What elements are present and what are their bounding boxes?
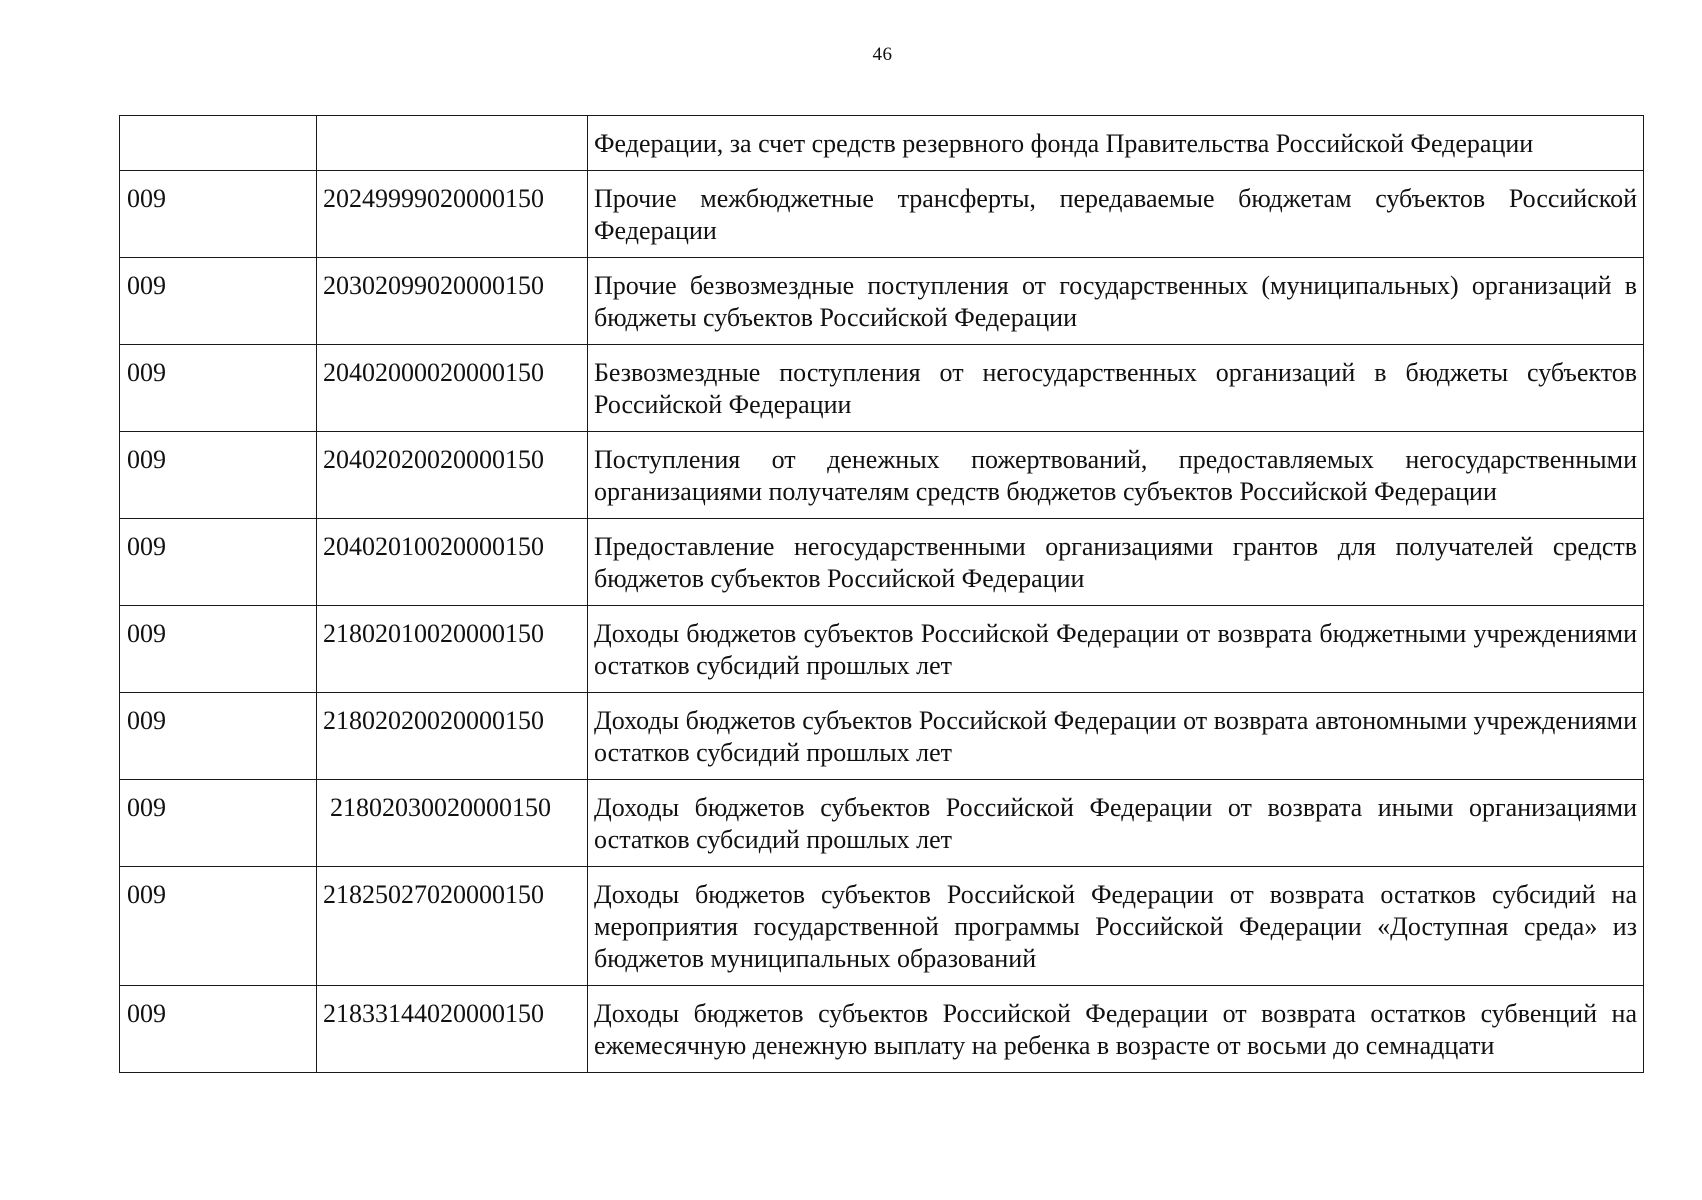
income-name-cell: Доходы бюджетов субъектов Российской Федерации от возврата иными организациями остатков субсидий прошлых лет bbox=[588, 780, 1644, 867]
income-name-cell: Поступления от денежных пожертвований, предоставляемых негосударственными организациями получателям средств бюджетов субъектов Российской Федерации bbox=[588, 432, 1644, 519]
continuation-text-cell: Федерации, за счет средств резервного фонда Правительства Российской Федерации bbox=[588, 116, 1644, 171]
admin-code-cell: 009 bbox=[120, 867, 317, 986]
admin-code-cell: 009 bbox=[120, 986, 317, 1073]
income-name-cell: Доходы бюджетов субъектов Российской Федерации от возврата бюджетными учреждениями остатков субсидий прошлых лет bbox=[588, 606, 1644, 693]
classification-code-cell: 20402020020000150 bbox=[317, 432, 588, 519]
table-row bbox=[120, 606, 1644, 693]
page-number: 46 bbox=[872, 44, 893, 65]
classification-code-cell: 20402010020000150 bbox=[317, 519, 588, 606]
budget-codes-table bbox=[119, 115, 1644, 1073]
table-row bbox=[120, 432, 1644, 519]
classification-code-cell: 21825027020000150 bbox=[317, 867, 588, 986]
income-name-cell: Доходы бюджетов субъектов Российской Федерации от возврата остатков субвенций на ежемесячную денежную выплату на ребенка в возрасте от восьми до семнадцати bbox=[588, 986, 1644, 1073]
classification-code-cell: 21802030020000150 bbox=[317, 780, 588, 867]
table-row bbox=[120, 867, 1644, 986]
classification-code-cell: 21802020020000150 bbox=[317, 693, 588, 780]
classification-code-cell: 20302099020000150 bbox=[317, 258, 588, 345]
classification-code-cell: 21802010020000150 bbox=[317, 606, 588, 693]
admin-code-cell: 009 bbox=[120, 780, 317, 867]
classification-code-cell: 20402000020000150 bbox=[317, 345, 588, 432]
income-name-cell: Прочие безвозмездные поступления от государственных (муниципальных) организаций в бюджеты субъектов Российской Федерации bbox=[588, 258, 1644, 345]
classification-code-cell: 21833144020000150 bbox=[317, 986, 588, 1073]
income-name-cell: Безвозмездные поступления от негосударственных организаций в бюджеты субъектов Российской Федерации bbox=[588, 345, 1644, 432]
income-name-cell: Доходы бюджетов субъектов Российской Федерации от возврата автономными учреждениями остатков субсидий прошлых лет bbox=[588, 693, 1644, 780]
admin-code-cell: 009 bbox=[120, 606, 317, 693]
admin-code-cell bbox=[120, 116, 317, 171]
admin-code-cell: 009 bbox=[120, 432, 317, 519]
table-row bbox=[120, 258, 1644, 345]
income-name-cell: Прочие межбюджетные трансферты, передаваемые бюджетам субъектов Российской Федерации bbox=[588, 171, 1644, 258]
admin-code-cell: 009 bbox=[120, 693, 317, 780]
table-row bbox=[120, 345, 1644, 432]
income-name-cell: Предоставление негосударственными организациями грантов для получателей средств бюджетов субъектов Российской Федерации bbox=[588, 519, 1644, 606]
table-row bbox=[120, 693, 1644, 780]
classification-code-cell bbox=[317, 116, 588, 171]
income-name-cell: Доходы бюджетов субъектов Российской Федерации от возврата остатков субсидий на мероприятия государственной программы Российской Федерации «Доступная среда» из бюджетов муниципальных образований bbox=[588, 867, 1644, 986]
classification-code-cell: 20249999020000150 bbox=[317, 171, 588, 258]
admin-code-cell: 009 bbox=[120, 519, 317, 606]
table-row bbox=[120, 519, 1644, 606]
table-row bbox=[120, 986, 1644, 1073]
table-row bbox=[120, 171, 1644, 258]
table-row-continuation bbox=[120, 116, 1644, 171]
table-row bbox=[120, 780, 1644, 867]
admin-code-cell: 009 bbox=[120, 345, 317, 432]
admin-code-cell: 009 bbox=[120, 171, 317, 258]
admin-code-cell: 009 bbox=[120, 258, 317, 345]
